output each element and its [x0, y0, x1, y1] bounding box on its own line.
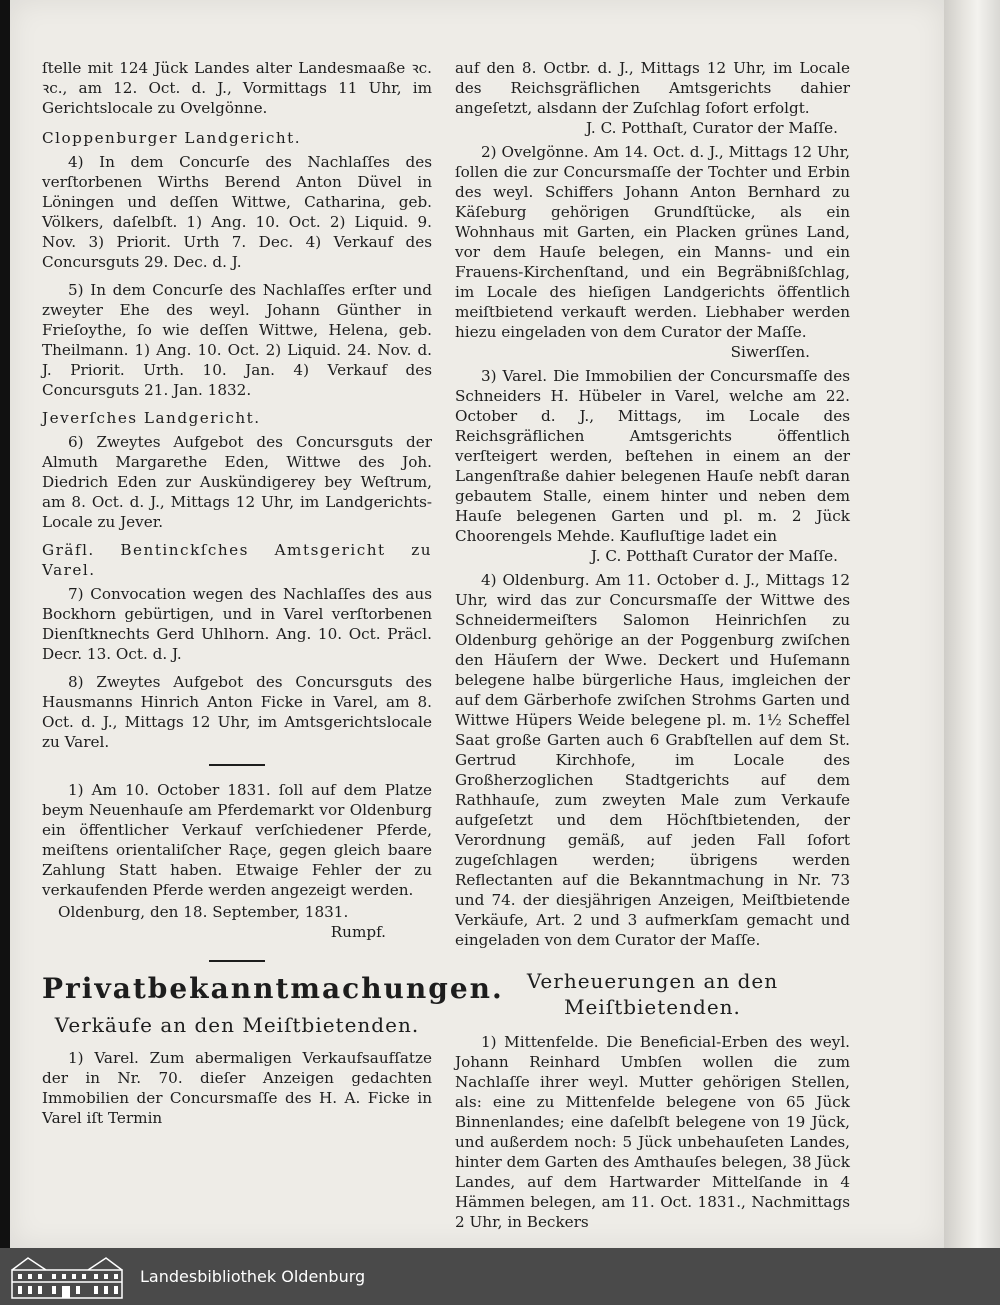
entry-6: 6) Zweytes Aufgebot des Concursguts der Almuth Margarethe Eden, Wittwe des Joh. Diedrich Eden zur Auskündigerey bey Weſtrum, am 8. Oct. d. J., Mittags 12 Uhr, im Landgerichts-Locale zu Jever.: [42, 433, 432, 531]
place-date: Oldenburg, den 18. September, 1831.: [58, 903, 349, 921]
library-footer: [0, 1248, 1000, 1305]
signature-rumpf: Rumpf.: [330, 923, 386, 941]
signature-potthast-1: J. C. Potthaſt, Curator der Maſſe.: [586, 119, 838, 137]
right-entry-3: 3) Varel. Die Immobilien der Concursmaſſe des Schneiders H. Hübeler in Varel, welche am 22. October d. J., Mittags, im Locale des Reichsgräflichen Amtsgerichts öffentlich verſteigert werden, beſtehen in einem an der Langenſtraße dahier belegenen Hauſe nebſt daran gebautem Stalle, einem hinter und neben dem Hauſe belegenen Garten und pl. m. 2 Jück Choorengels Mehde. Kaufluſtige ladet ein: [455, 367, 850, 545]
section-subtitle-sales: Verkäufe an den Meiſtbietenden.: [54, 1013, 420, 1037]
entry-4: 4) In dem Concurſe des Nachlaſſes des verſtorbenen Wirths Berend Anton Düvel in Löningen und deſſen Wittwe, Catharina, geb. Völkers, daſelbſt. 1) Ang. 10. Oct. 2) Liquid. 9. Nov. 3) Priorit. Urth 7. Dec. 4) Verkauf des Concursguts 29. Dec. d. J.: [42, 153, 432, 271]
lease-entry-1: 1) Mittenfelde. Die Beneficial-Erben des weyl. Johann Reinhard Umbſen wollen die zum Nachlaſſe ihrer weyl. Mutter gehörigen Stellen, als: eine zu Mittenfelde belegene von 65 Jück Binnenlandes; eine daſelbſt belegene von 19 Jück, und außerdem noch: 5 Jück unbehauſeten Landes, hinter dem Garten des Amthauſes belegen, 38 Jück Landes, auf dem Hartwarder Mittelſande in 4 Hämmen belegen, am 11. Oct. 1831., Nachmittags 2 Uhr, in Beckers: [455, 1033, 850, 1231]
signature-siwerssen: Siwerſſen.: [730, 343, 810, 361]
page-edge-right: [944, 0, 1000, 1248]
left-intro-text: ſtelle mit 124 Jück Landes alter Landesmaaße ꝛc. ꝛc., am 12. Oct. d. J., Vormittags 11 Uhr, im Gerichtslocale zu Ovelgönne.: [42, 59, 432, 117]
section-heading-leases: Verheuerungen an den Meiſtbietenden.: [526, 969, 779, 1019]
library-building-icon: [8, 1252, 126, 1302]
entry-5: 5) In dem Concurſe des Nachlaſſes erſter und zweyter Ehe des weyl. Johann Günther in Frieſoythe, ſo wie deſſen Wittwe, Helena, geb. Theilmann. 1) Ang. 10. Oct. 2) Liquid. 24. Nov. d. J. Priorit. Urth. 10. Jan. 4) Verkauf des Concursguts 21. Jan. 1832.: [42, 281, 432, 399]
entry-7: 7) Convocation wegen des Nachlaſſes des aus Bockhorn gebürtigen, und in Varel verſtorbenen Dienſtknechts Gerd Uhlhorn. Ang. 10. Oct. Präcl. Decr. 13. Oct. d. J.: [42, 585, 432, 663]
scan-edge-left: [0, 0, 10, 1248]
document-page: [10, 0, 944, 1248]
signature-line: [42, 922, 432, 942]
signature-potthast-2: J. C. Potthaſt Curator der Maſſe.: [590, 547, 838, 565]
right-column: [455, 58, 850, 1240]
separator-rule-2: [209, 960, 265, 962]
library-name: Landesbibliothek Oldenburg: [140, 1267, 366, 1286]
right-continuation: auf den 8. Octbr. d. J., Mittags 12 Uhr, im Locale des Reichsgräflichen Amtsgerichts dahier angeſetzt, alsdann der Zuſchlag ſofort erfolgt.: [455, 59, 850, 117]
left-column: [42, 58, 504, 1136]
horse-sale-notice: 1) Am 10. October 1831. ſoll auf dem Platze beym Neuenhauſe am Pferdemarkt vor Oldenburg ein öffentlicher Verkauf verſchiedener Pferde, meiſtens orientaliſcher Raçe, gegen gleich baare Zahlung Statt haben. Etwaige Fehler der zu verkaufenden Pferde werden angezeigt werden.: [42, 781, 432, 899]
entry-8: 8) Zweytes Aufgebot des Concursguts des Hausmanns Hinrich Anton Ficke in Varel, am 8. Oct. d. J., Mittags 12 Uhr, im Amtsgerichtslocale zu Varel.: [42, 673, 432, 751]
private-entry-1: 1) Varel. Zum abermaligen Verkaufsaufſatze der in Nr. 70. dieſer Anzeigen gedachten Immobilien der Concursmaſſe des H. A. Ficke in Varel iſt Termin: [42, 1049, 432, 1127]
section-title-private-notices: Privatbekanntmachungen.: [42, 972, 504, 1005]
separator-rule: [209, 764, 265, 766]
court-heading-jever: Jeverſches Landgericht.: [42, 409, 261, 427]
court-heading-varel: Gräfl. Bentinckſches Amtsgericht zu Varel.: [42, 541, 432, 579]
right-entry-4: 4) Oldenburg. Am 11. October d. J., Mittags 12 Uhr, wird das zur Concursmaſſe der Wittwe des Schneidermeiſters Salomon Heinrichſen zu Oldenburg gehörige an der Poggenburg zwiſchen den Häuſern der Wwe. Deckert und Huſemann belegene halbe bürgerliche Haus, imgleichen der auf dem Gärberhofe zwiſchen Strohms Garten und Wittwe Hüpers Weide belegene pl. m. 1½ Scheffel Saat große Garten auch 6 Grabſtellen auf dem St. Gertrud Kirchhofe, im Locale des Großherzoglichen Stadtgerichts auf dem Rathhauſe, zum zweyten Male zum Verkaufe aufgeſetzt und dem Höchſtbietenden, der Verordnung gemäß, auf jeden Fall ſofort zugeſchlagen werden; übrigens werden Reflectanten auf die Bekanntmachung in Nr. 73 und 74. der diesjährigen Anzeigen, Meiſtbietende Verkäufe, Art. 2 und 3 aufmerkſam gemacht und eingeladen von dem Curator der Maſſe.: [455, 571, 850, 949]
right-entry-2: 2) Ovelgönne. Am 14. Oct. d. J., Mittags 12 Uhr, ſollen die zur Concursmaſſe der Tochter und Erbin des weyl. Schiffers Johann Anton Bernhard zu Käſeburg gehörigen Grundſtücke, als ein Wohnhaus mit Garten, ein Placken grünes Land, vor dem Hauſe belegen, ein Manns- und ein Frauens-Kirchenſtand, und ein Begräbnißſchlag, im Locale des hieſigen Landgerichts öffentlich meiſtbietend verkauft werden. Liebhaber werden hiezu eingeladen von dem Curator der Maſſe.: [455, 143, 850, 341]
court-heading-cloppenburg: Cloppenburger Landgericht.: [42, 129, 302, 147]
